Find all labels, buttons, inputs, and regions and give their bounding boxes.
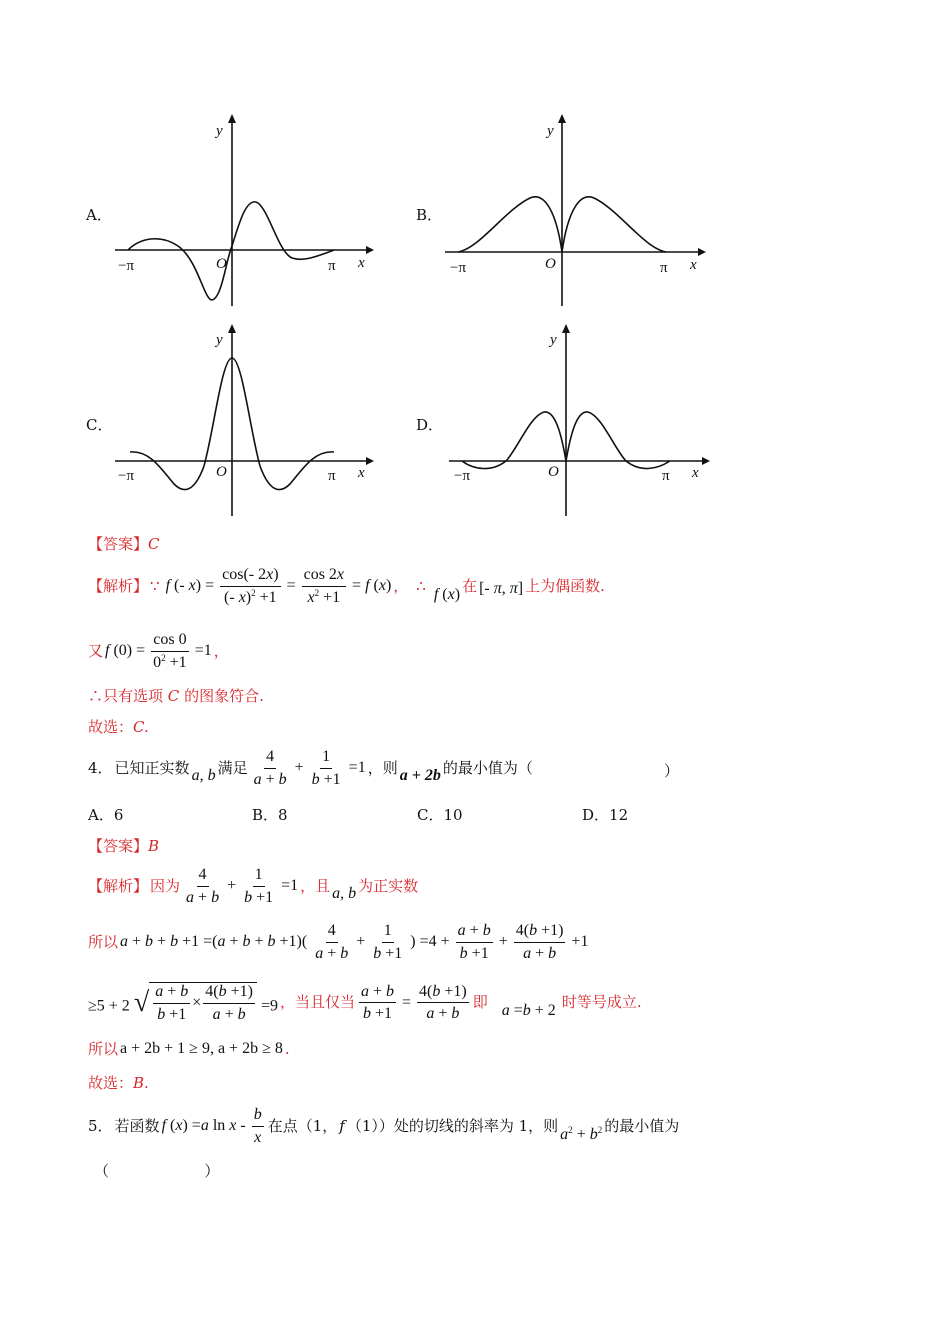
origin-d: O: [548, 464, 559, 480]
y-label-d: y: [550, 332, 557, 348]
option-c-label: C．: [86, 416, 113, 434]
q4-stem: 4． 已知正实数 a, b 满足 $\frac{4}{a + b}$ + $\frac{1}{b +1}$ =1 ，则 a + 2b 的最小值为（: [88, 748, 533, 788]
pi-b: π: [660, 260, 668, 276]
y-label-b: y: [547, 123, 554, 139]
q4-answer: 【答案】B: [88, 837, 160, 855]
pi-d: π: [662, 468, 670, 484]
graph-d: [334, 320, 714, 520]
q3-analysis-line1: 【解析】 ∵ f (- x) = $\frac{\cos(- 2x)}{(- x)^2 +1}$ = $\frac{\cos 2x}{x^2 +1}$ = f (x) ， ∴ f (x) 在 [- π, π] 上为偶函数.: [88, 566, 605, 606]
q3-analysis-line2: 又 f (0) = $\frac{\cos 0}{0^2 +1}$ =1 ，: [88, 631, 229, 671]
origin-c: O: [216, 464, 227, 480]
expr-f-neg-x: f (- x) = $\frac{\cos(- 2x)}{(- x)^2 +1}$ = $\frac{\cos 2x}{x^2 +1}$ = f (x): [165, 566, 392, 606]
q4-option-b[interactable]: B．8: [252, 806, 288, 824]
q5-answer-paren: （ ）: [94, 1162, 220, 1180]
x-label-d: x: [692, 465, 699, 481]
q4-option-c[interactable]: C．10: [417, 806, 463, 824]
q3-only-option: ∴只有选项 C 的图象符合.: [88, 687, 264, 705]
neg-pi-d: −π: [454, 468, 471, 484]
option-a-label: A．: [86, 206, 112, 224]
q4-option-d[interactable]: D．12: [582, 806, 629, 824]
neg-pi-a: −π: [118, 258, 135, 274]
q4-analysis-line1: 【解析】 因为 $\frac{4}{a + b}$ + $\frac{1}{b +1}$ =1 ，且 a, b 为正实数: [88, 866, 419, 906]
q3-choose: 故选：C.: [88, 718, 149, 736]
q4-choose: 故选：B.: [88, 1074, 149, 1092]
q4-stem-close: ）: [664, 762, 680, 780]
graph-b: [330, 110, 710, 310]
option-d-label: D．: [416, 416, 444, 434]
graph-c: [0, 320, 380, 520]
y-label-c: y: [216, 332, 223, 348]
y-label-a: y: [216, 123, 223, 139]
origin-a: O: [216, 256, 227, 272]
x-label-b: x: [690, 257, 697, 273]
neg-pi-c: −π: [118, 468, 135, 484]
q4-analysis-line3: ≥5 + 2 √ $\frac{a + b}{b +1}$ × $\frac{4(b +1)}{a + b}$ =9 ，当且仅当 $\frac{a + b}{b +1}$ = $\frac{4(b +1)}{a + b}$ 即 a =b + 2 时等号成立.: [88, 982, 642, 1023]
x-label-c: x: [358, 465, 365, 481]
curve-a: [128, 202, 334, 300]
q3-answer: 【答案】C: [88, 535, 160, 553]
pi-c: π: [328, 468, 336, 484]
graph-a: [0, 110, 380, 310]
q4-analysis-line2: 所以 a + b + b +1 =(a + b + b +1)( $\frac{4}{a + b}$ + $\frac{1}{b +1}$ ) =4 + $\frac{a + b}{b +1}$ + $\frac{4(b +1)}{a + b}$ +1: [88, 922, 589, 962]
pi-a: π: [328, 258, 336, 274]
q4-analysis-line4: 所以 a + 2b + 1 ≥ 9, a + 2b ≥ 8 .: [88, 1039, 290, 1058]
neg-pi-b: −π: [450, 260, 467, 276]
origin-b: O: [545, 256, 556, 272]
option-b-label: B．: [416, 206, 443, 224]
q5-stem: 5． 若函数 f (x) =a ln x - $\frac{b}{x}$ 在点（1， f （1））处的切线的斜率为 1，则 $a^2 + b^2$ 的最小值为: [88, 1106, 680, 1146]
x-label-a: x: [358, 255, 365, 271]
q4-option-a[interactable]: A．6: [88, 806, 124, 824]
